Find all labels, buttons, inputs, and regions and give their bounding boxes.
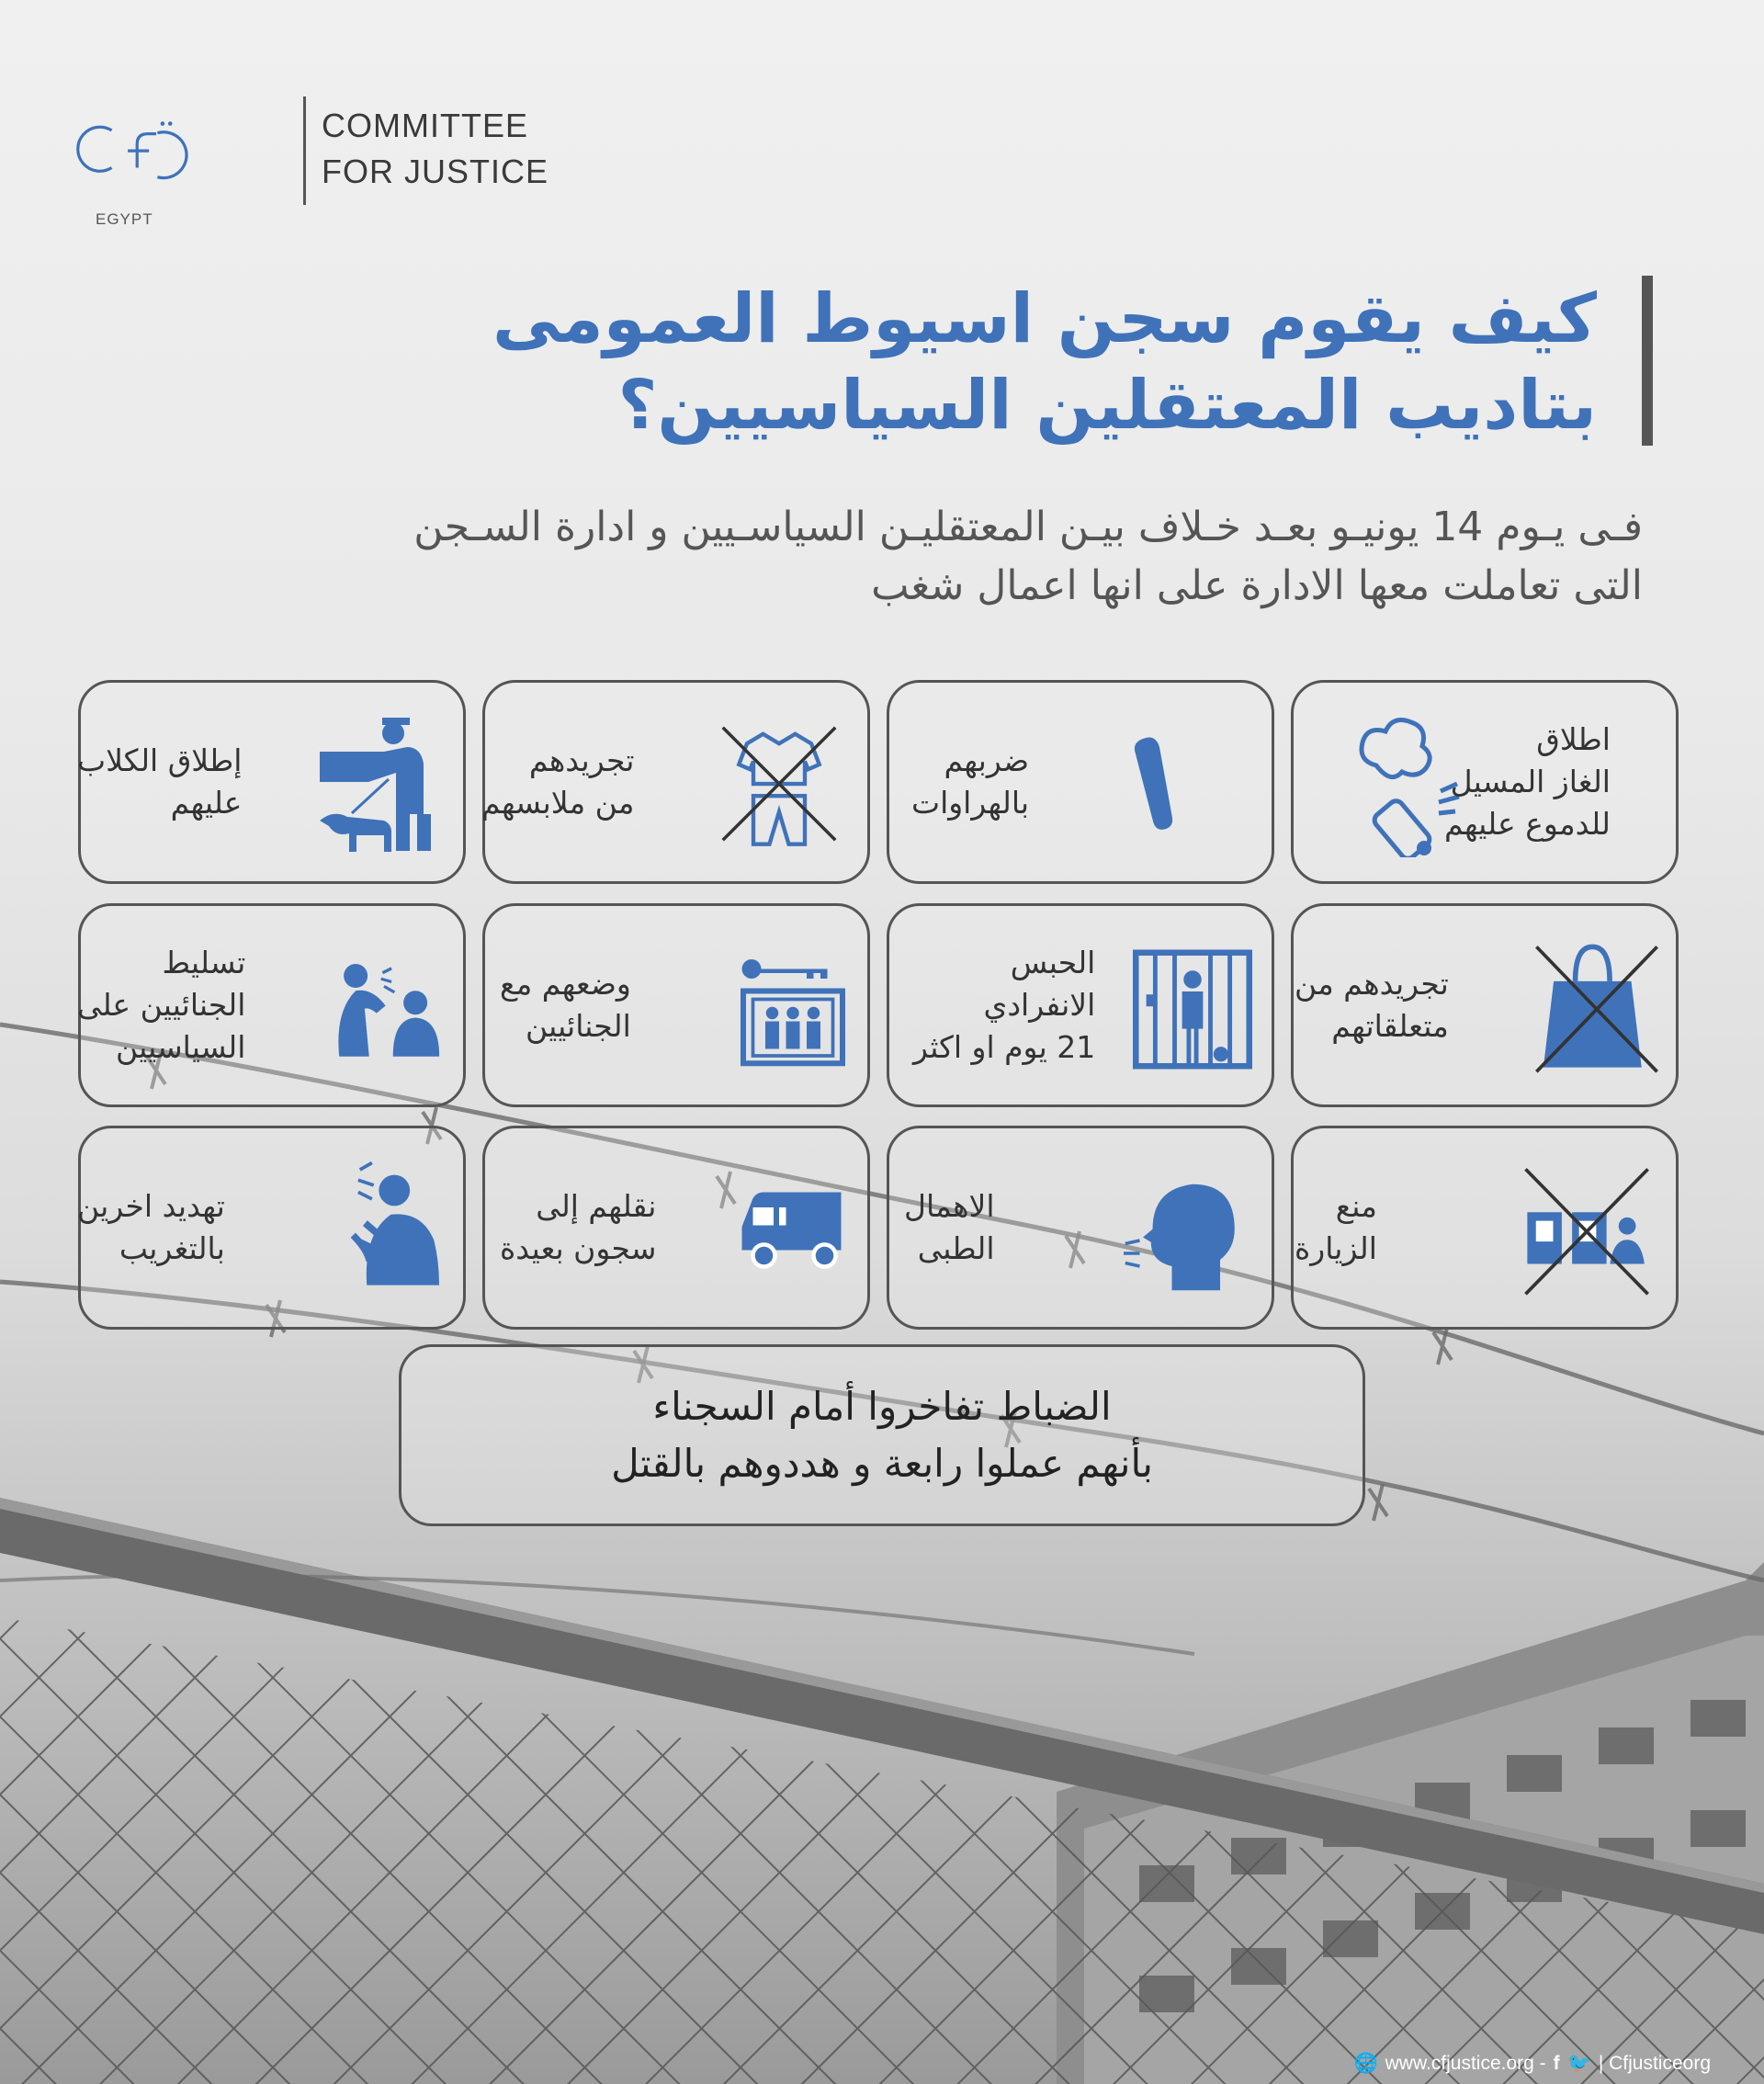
page-title [402, 276, 1597, 448]
globe-icon: 🌐 [1353, 2053, 1378, 2074]
card-label: إطلاق الكلاب عليهم [77, 742, 243, 821]
intro-line-1: فـى يـوم 14 يونيـو بعـد خـلاف بيـن المعتقليـن السياسـيين و ادارة السـجن [413, 504, 1643, 550]
social-handle[interactable]: | Cfjusticeorg [1598, 2053, 1711, 2074]
facebook-icon[interactable]: f [1553, 2053, 1560, 2074]
bottom-line-1: الضباط تفاخروا أمام السجناء [652, 1384, 1112, 1429]
card-baton [887, 680, 1274, 884]
police-dog-icon [311, 701, 458, 866]
intro-text [173, 498, 1643, 616]
card-medical-neglect [887, 1126, 1274, 1330]
card-label: وضعهم مع الجنائيين [500, 966, 631, 1044]
logo-country: EGYPT [96, 210, 153, 228]
cfj-logo [74, 92, 294, 211]
card-label: تهديد اخرين بالتغريب [77, 1188, 225, 1266]
card-label: الاهمال الطبى [904, 1188, 995, 1266]
card-belongings [1291, 903, 1679, 1107]
card-police-dog [78, 680, 466, 884]
card-label: الحبس الانفرادي 21 يوم او اكثر [913, 945, 1096, 1065]
card-clothes [482, 680, 870, 884]
card-solitary [887, 903, 1274, 1107]
logo-line-1: COMMITTEE [322, 107, 528, 144]
card-with-criminals [482, 903, 870, 1107]
threat-icon [315, 1156, 453, 1294]
card-criminals-on-politicals [78, 903, 466, 1107]
card-threat [78, 1126, 466, 1330]
title-accent-bar [1642, 276, 1653, 446]
card-transfer [482, 1126, 870, 1330]
website-link[interactable]: www.cfjustice.org - [1385, 2053, 1546, 2074]
sick-head-icon [1124, 1165, 1252, 1303]
logo-divider [303, 96, 306, 205]
card-tear-gas [1291, 680, 1679, 884]
clothes-crossed-icon [715, 697, 843, 871]
baton-icon [1119, 697, 1220, 871]
prison-cell-icon [1133, 934, 1252, 1085]
officers-boast-box [399, 1344, 1365, 1526]
card-label: تجريدهم من ملابسهم [481, 742, 635, 821]
card-no-visits [1291, 1126, 1679, 1330]
bottom-line-2: بأنهم عملوا رابعة و هددوهم بالقتل [611, 1441, 1153, 1486]
twitter-icon[interactable]: 🐦 [1566, 2053, 1591, 2074]
card-label: منع الزيارة [1295, 1188, 1377, 1266]
card-label: اطلاق الغاز المسيل للدموع عليهم [1444, 721, 1611, 842]
bag-crossed-icon [1528, 924, 1666, 1090]
criminals-against-politicals-icon [311, 952, 458, 1071]
van-icon [729, 1174, 857, 1285]
logo-text [322, 103, 548, 195]
card-label: نقلهم إلى سجون بعيدة [500, 1188, 657, 1266]
footer [1353, 2053, 1711, 2075]
card-label: ضربهم بالهراوات [911, 742, 1030, 821]
visit-crossed-icon [1519, 1147, 1657, 1312]
intro-line-2: التى تعاملت معها الادارة على انها اعمال شغب [871, 562, 1643, 609]
key-cell-icon [738, 943, 848, 1081]
card-label: تسليط الجنائيين على السياسيين [77, 945, 246, 1065]
card-label: تجريدهم من متعلقاتهم [1295, 966, 1449, 1044]
title-line-2: بتاديب المعتقلين السياسيين؟ [617, 366, 1597, 445]
title-line-1: كيف يقوم سجن اسيوط العمومى [492, 279, 1597, 358]
logo-line-2: FOR JUSTICE [322, 153, 549, 190]
